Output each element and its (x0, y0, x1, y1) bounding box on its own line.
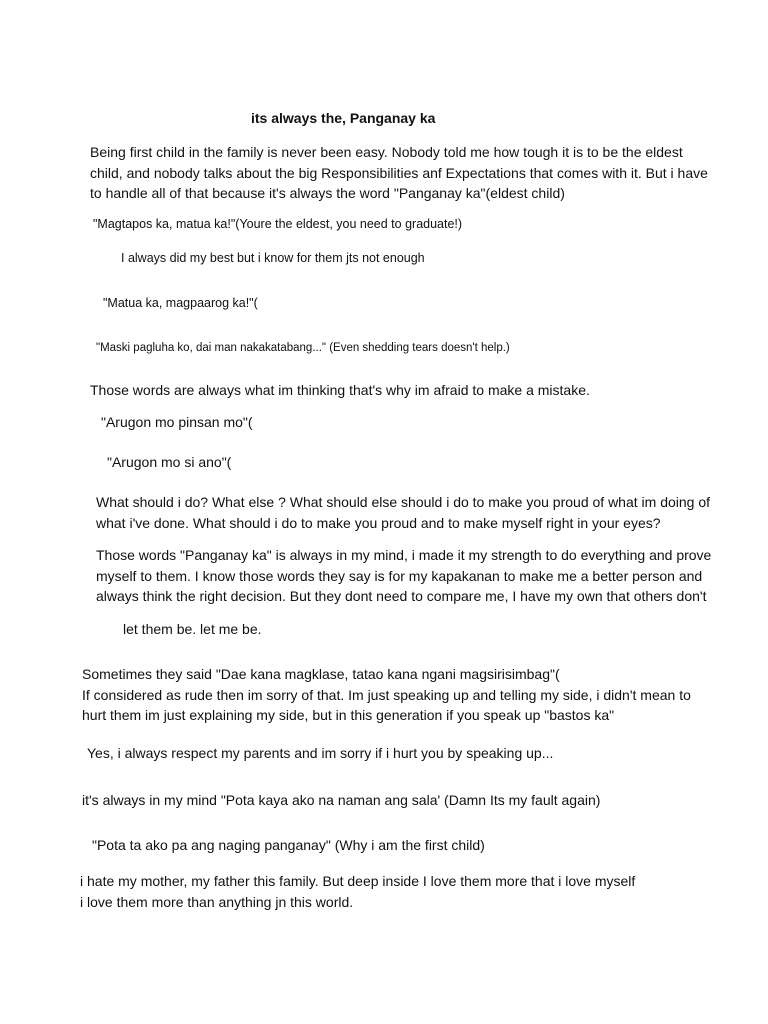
paragraph-line: always think the right decision. But they dont need to compare me, I have my own that others don't (96, 588, 707, 604)
quote-maski: "Maski pagluha ko, dai man nakakatabang..." (Even shedding tears doesn't help.) (96, 342, 510, 354)
quote-arugon-ano: "Arugon mo si ano"( (107, 454, 232, 470)
speak-paragraph (82, 664, 691, 726)
quote-magtapos: "Magtapos ka, matua ka!"(Youre the eldest, you need to graduate!) (93, 217, 463, 231)
paragraph-line: child, and nobody talks about the big Responsibilities anf Expectations that comes with it. But i have (90, 164, 708, 181)
question-paragraph (96, 492, 710, 533)
closing-paragraph (80, 871, 635, 912)
line-respect: Yes, i always respect my parents and im sorry if i hurt you by speaking up... (87, 745, 554, 761)
quote-arugon-pinsan: "Arugon mo pinsan mo"( (101, 414, 253, 430)
line-pota-kaya: it's always in my mind "Pota kaya ako na naman ang sala' (Damn Its my fault again) (82, 792, 601, 808)
quote-matua: "Matua ka, magpaarog ka!"( (103, 296, 258, 310)
paragraph-line: What should i do? What else ? What should else should i do to make you proud of what im doing of (96, 494, 711, 510)
line-pota-ta: "Pota ta ako pa ang naging panganay" (Why i am the first child) (92, 837, 485, 853)
paragraph-line: Being first child in the family is never been easy. Nobody told me how tough it is to be the eldest (90, 144, 683, 160)
paragraph-line: hurt them im just explaining my side, but in this generation if you speak up "bastos ka" (82, 707, 615, 723)
paragraph-line: to handle all of that because it's always the word "Panganay ka"(eldest child) (90, 185, 565, 201)
intro-paragraph (90, 142, 708, 204)
paragraph-line: Those words "Panganay ka" is always in my mind, i made it my strength to do everything and prove (96, 547, 712, 563)
paragraph-line: If considered as rude then im sorry of that. Im just speaking up and telling my side, i didn't mean to (82, 686, 691, 703)
paragraph-line: myself to them. I know those words they say is for my kapakanan to make me a better person and (96, 567, 703, 584)
document-title: its always the, Panganay ka (251, 110, 436, 126)
line-let-them: let them be. let me be. (123, 621, 262, 637)
paragraph-line: i love them more than anything jn this world. (80, 893, 354, 910)
line-best: I always did my best but i know for them jts not enough (121, 251, 425, 265)
paragraph-line: Sometimes they said "Dae kana magklase, tatao kana ngani magsirisimbag"( (82, 666, 560, 682)
paragraph-line: what i've done. What should i do to make you proud and to make myself right in your eyes? (96, 514, 661, 531)
strength-paragraph (96, 545, 711, 607)
paragraph-line: i hate my mother, my father this family. But deep inside I love them more that i love myself (80, 873, 636, 889)
line-words-thinking: Those words are always what im thinking that's why im afraid to make a mistake. (90, 382, 590, 398)
